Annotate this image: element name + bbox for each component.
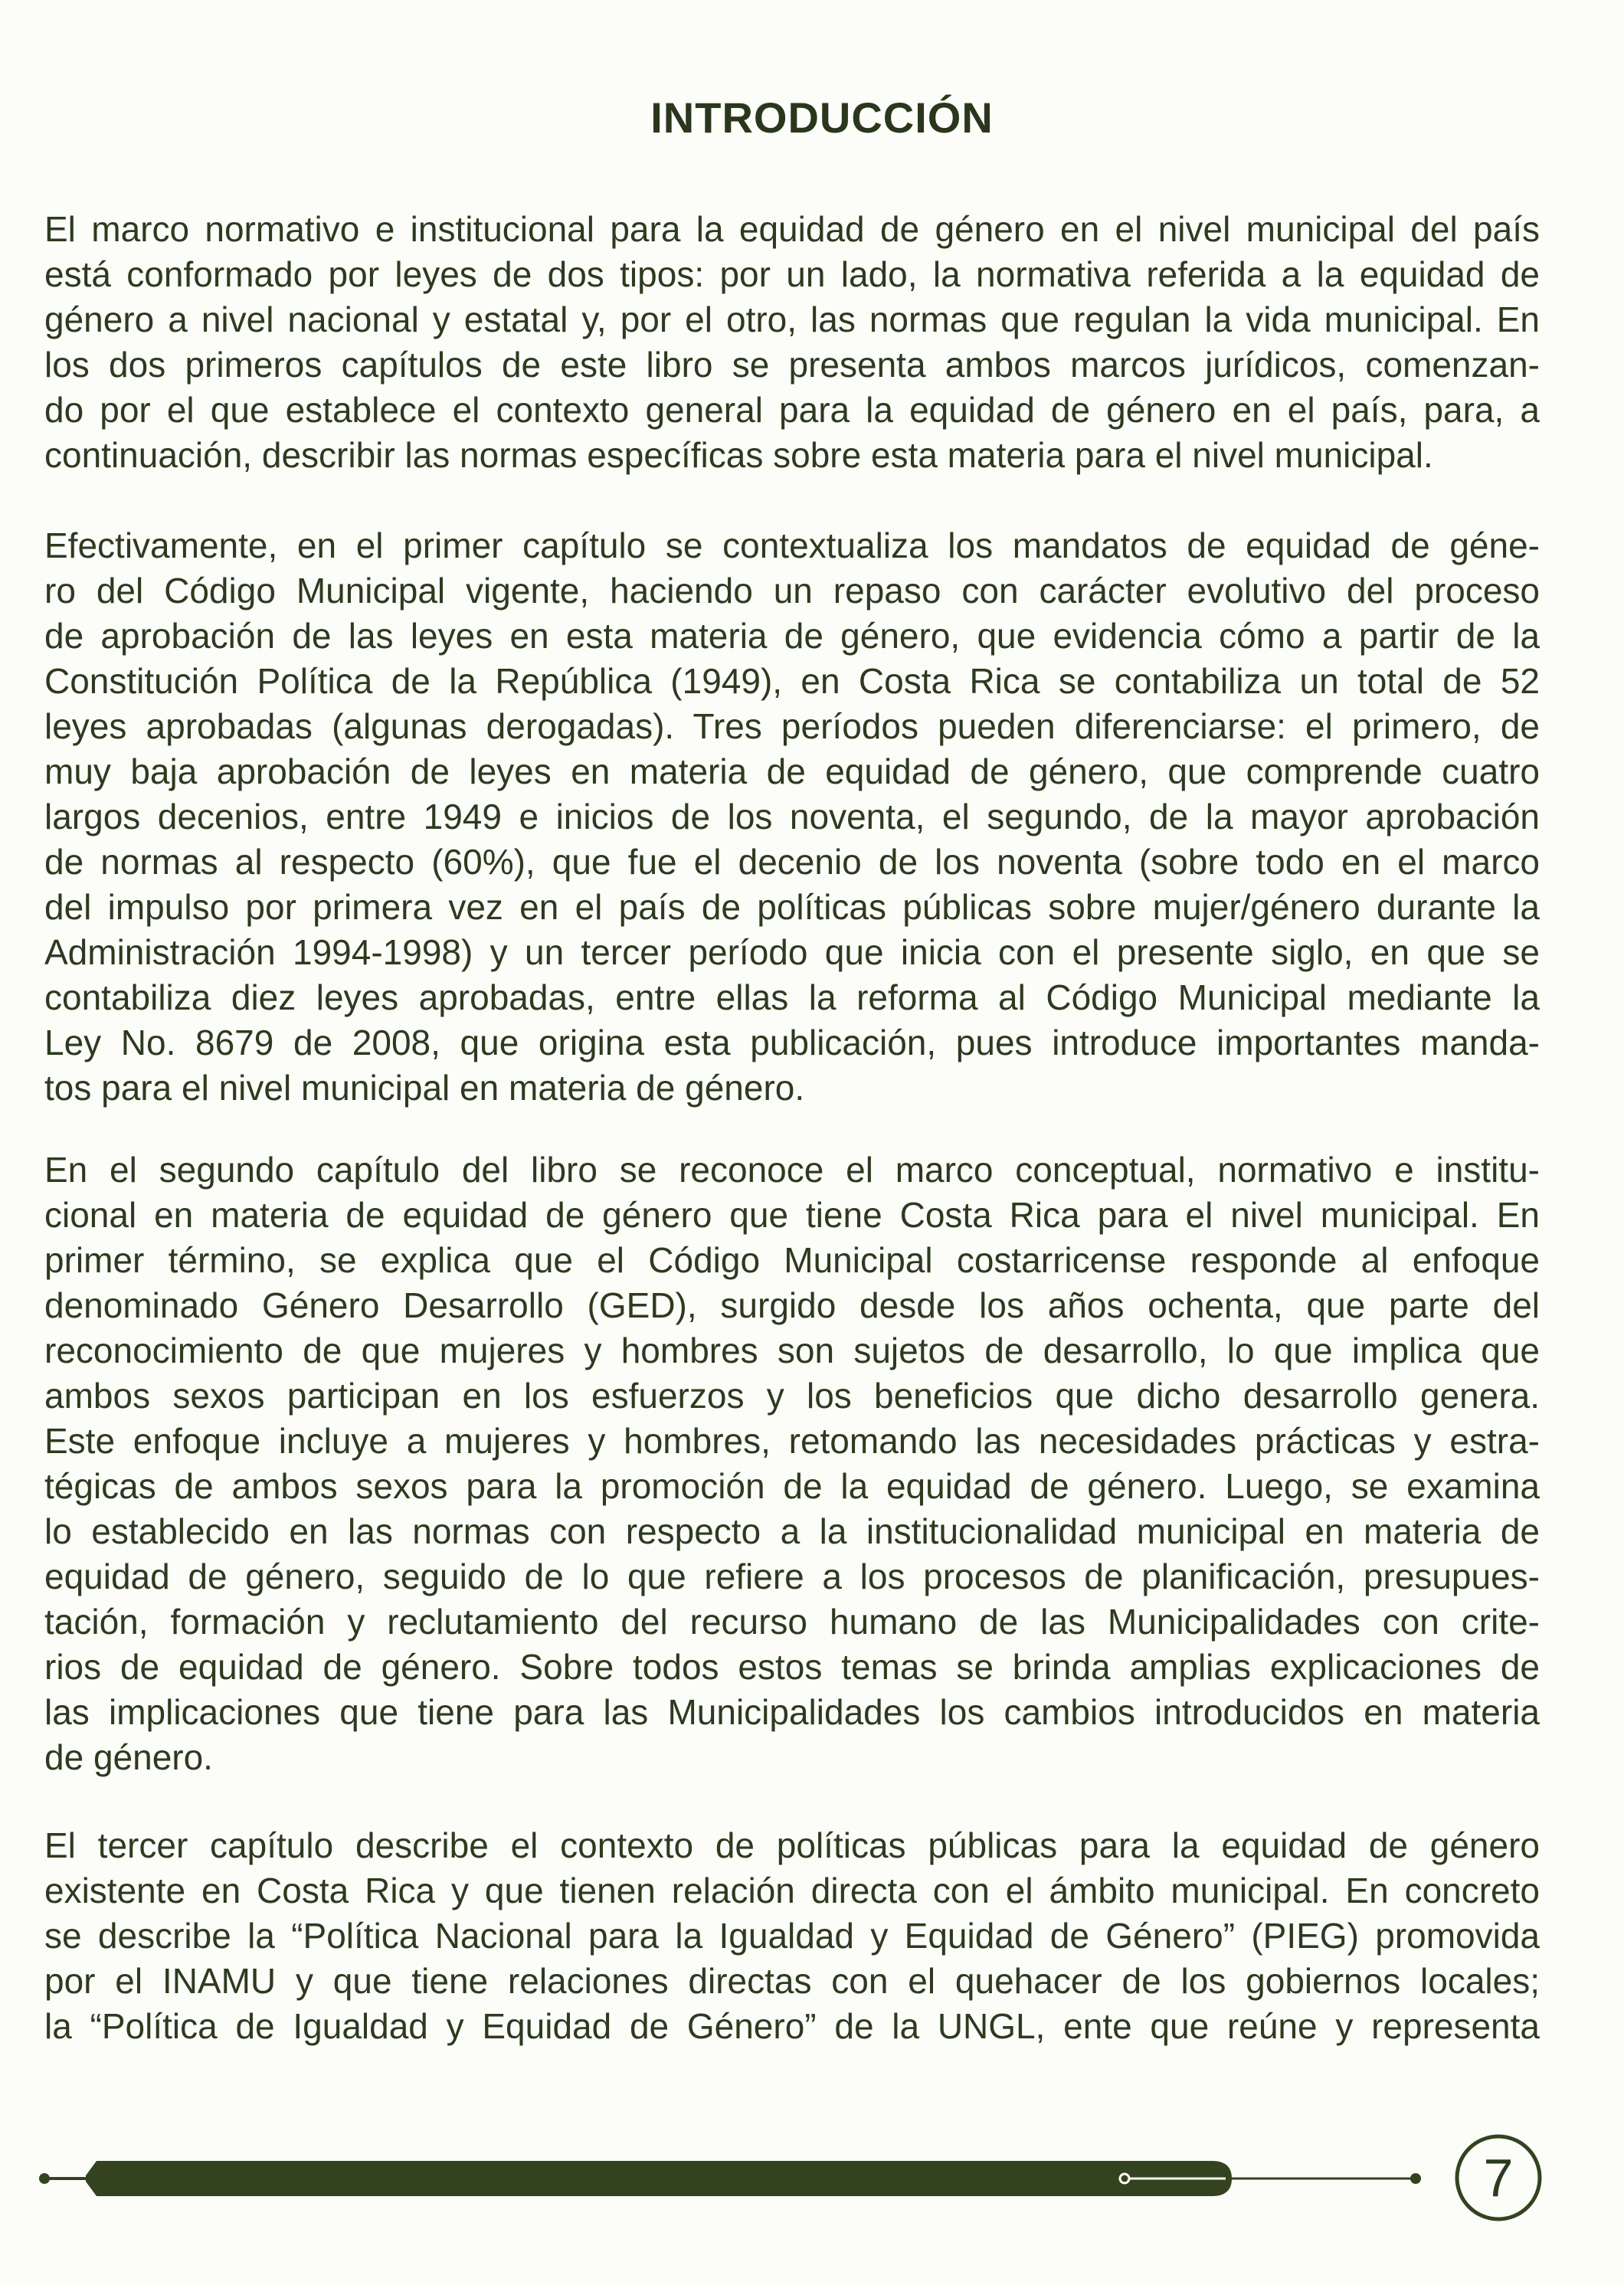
text-line: por el INAMU y que tiene relaciones directas con el quehacer de los gobiernos locales; — [44, 1961, 1540, 2001]
text-line: de normas al respecto (60%), que fue el decenio de los noventa (sobre todo en el marco — [44, 842, 1540, 882]
text-line: leyes aprobadas (algunas derogadas). Tres períodos pueden diferenciarse: el primero, de — [44, 706, 1540, 746]
text-line: tación, formación y reclutamiento del recurso humano de las Municipalidades con crite- — [44, 1602, 1540, 1642]
text-line: tos para el nivel municipal en materia de género. — [44, 1068, 805, 1108]
text-line: cional en materia de equidad de género que tiene Costa Rica para el nivel municipal. En — [44, 1195, 1540, 1235]
text-line: del impulso por primera vez en el país de políticas públicas sobre mujer/género durante la — [44, 887, 1540, 927]
text-line: denominado Género Desarrollo (GED), surgido desde los años ochenta, que parte del — [44, 1285, 1540, 1325]
text-line: lo establecido en las normas con respecto a la institucionalidad municipal en materia de — [44, 1511, 1540, 1551]
text-line: El tercer capítulo describe el contexto de políticas públicas para la equidad de género — [44, 1825, 1540, 1865]
text-line: está conformado por leyes de dos tipos: por un lado, la normativa referida a la equidad de — [44, 254, 1540, 294]
paragraph — [44, 1147, 1540, 1780]
footer-right-dot — [1410, 2173, 1421, 2184]
body-text — [44, 0, 1540, 2114]
footer-thick-bar — [86, 2161, 1232, 2196]
page-title: INTRODUCCIÓN — [650, 93, 994, 142]
text-line: ro del Código Municipal vigente, haciendo un repaso con carácter evolutivo del proceso — [44, 571, 1540, 611]
text-line: primer término, se explica que el Código Municipal costarricense responde al enfoque — [44, 1240, 1540, 1280]
text-line: contabiliza diez leyes aprobadas, entre ellas la reforma al Código Municipal mediante la — [44, 977, 1540, 1017]
page-number-circle — [1457, 2136, 1540, 2219]
text-line: equidad de género, seguido de lo que refiere a los procesos de planificación, presupues- — [44, 1557, 1540, 1596]
text-line: la “Política de Igualdad y Equidad de Género” de la UNGL, ente que reúne y representa — [44, 2006, 1540, 2046]
text-line: reconocimiento de que mujeres y hombres son sujetos de desarrollo, lo que implica que — [44, 1331, 1540, 1370]
paragraph — [44, 207, 1540, 478]
footer-bar-inner-dot — [1120, 2174, 1129, 2183]
footer-decorative-bar — [39, 2161, 1421, 2196]
text-line: rios de equidad de género. Sobre todos estos temas se brinda amplias explicaciones de — [44, 1647, 1540, 1687]
text-line: se describe la “Política Nacional para la Igualdad y Equidad de Género” (PIEG) promovida — [44, 1916, 1540, 1956]
text-line: las implicaciones que tiene para las Municipalidades los cambios introducidos en materia — [44, 1692, 1540, 1732]
text-line: Ley No. 8679 de 2008, que origina esta publicación, pues introduce importantes manda- — [44, 1023, 1540, 1062]
paragraph — [44, 523, 1540, 1111]
text-line: género a nivel nacional y estatal y, por el otro, las normas que regulan la vida municipal. En — [44, 300, 1540, 339]
text-line: Constitución Política de la República (1949), en Costa Rica se contabiliza un total de 52 — [44, 661, 1540, 701]
text-line: los dos primeros capítulos de este libro se presenta ambos marcos jurídicos, comenzan- — [44, 345, 1540, 385]
text-line: do por el que establece el contexto general para la equidad de género en el país, para, a — [44, 390, 1540, 430]
text-line: tégicas de ambos sexos para la promoción de la equidad de género. Luego, se examina — [44, 1466, 1540, 1506]
text-line: ambos sexos participan en los esfuerzos y los beneficios que dicho desarrollo genera. — [44, 1376, 1540, 1416]
text-line: continuación, describir las normas específicas sobre esta materia para el nivel municipal. — [44, 435, 1433, 475]
text-line: de aprobación de las leyes en esta materia de género, que evidencia cómo a partir de la — [44, 616, 1540, 656]
text-line: El marco normativo e institucional para la equidad de género en el nivel municipal del país — [44, 209, 1540, 249]
text-line: En el segundo capítulo del libro se reconoce el marco conceptual, normativo e institu- — [44, 1150, 1540, 1190]
page-number: 7 — [1483, 2148, 1514, 2208]
text-line: Este enfoque incluye a mujeres y hombres, retomando las necesidades prácticas y estra- — [44, 1421, 1540, 1461]
text-line: de género. — [44, 1737, 213, 1777]
text-line: Administración 1994-1998) y un tercer período que inicia con el presente siglo, en que se — [44, 932, 1540, 972]
text-line: existente en Costa Rica y que tienen relación directa con el ámbito municipal. En concreto — [44, 1871, 1540, 1910]
text-line: muy baja aprobación de leyes en materia de equidad de género, que comprende cuatro — [44, 751, 1540, 791]
text-line: Efectivamente, en el primer capítulo se contextualiza los mandatos de equidad de géne- — [44, 525, 1540, 565]
paragraph — [44, 1823, 1540, 2049]
text-line: largos decenios, entre 1949 e inicios de los noventa, el segundo, de la mayor aprobación — [44, 797, 1540, 836]
footer-left-dot — [39, 2173, 50, 2184]
